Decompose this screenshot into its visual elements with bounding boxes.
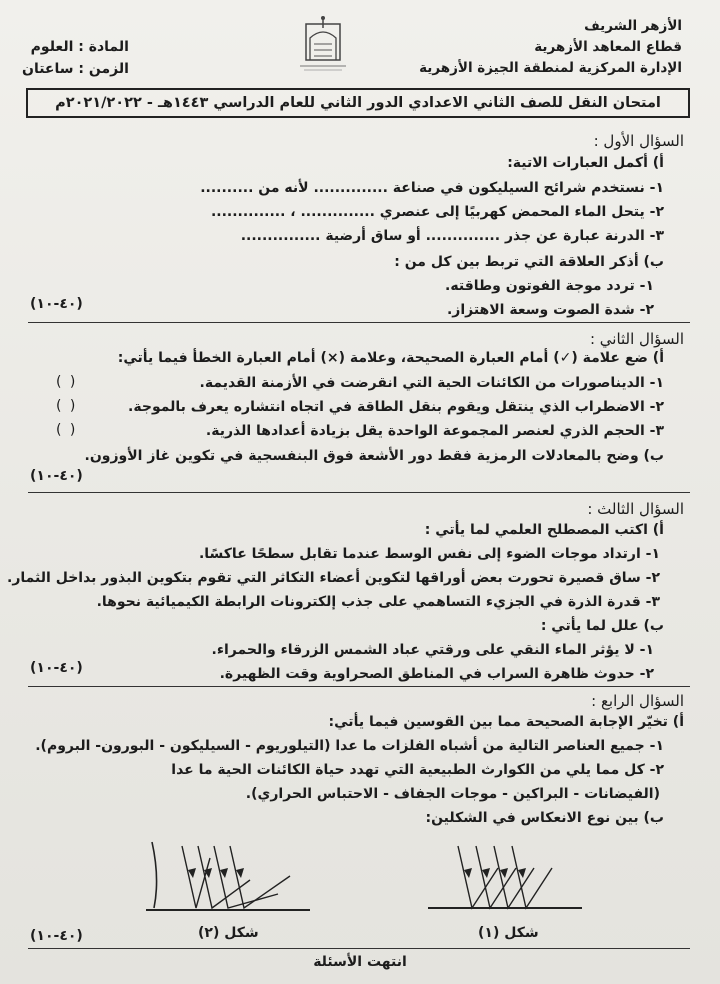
question-item: ٣- الدرنة عبارة عن جذر .............. أو ساق أرضية ............... [240, 228, 664, 244]
part-b-label: ب) وضح بالمعادلات الرمزية فقط دور الأشعة فوق البنفسجية في تكوين غاز الأوزون. [84, 448, 664, 464]
question-item: ٢- ساق قصيرة تحورت بعض أوراقها لتكوين أعضاء التكاثر التي تقوم بتكوين البذور بداخل الثمار. [7, 570, 660, 586]
exam-title: امتحان النقل للصف الثاني الاعدادي الدور الثاني للعام الدراسي ١٤٤٣هـ - ٢٠٢١/٢٠٢٢م [26, 88, 690, 118]
reflection-diagram-regular [420, 838, 590, 918]
answer-paren: ( ) [56, 422, 78, 438]
exam-meta [22, 36, 129, 80]
question-title: السؤال الرابع : [591, 692, 684, 710]
part-a-label: أ) اكتب المصطلح العلمي لما يأتي : [424, 522, 664, 538]
question-item: ١- نستخدم شرائح السيليكون في صناعة .............. لأنه من .......... [200, 180, 664, 196]
question-item: (الفيضانات - البراكين - موجات الجفاف - الاحتباس الحراري). [245, 786, 660, 802]
header-line: الأزهر الشريف [584, 18, 682, 34]
part-a-label: أ) تخيّر الإجابة الصحيحة مما بين القوسين فيما يأتي: [328, 714, 684, 730]
question-item: ٢- حدوث ظاهرة السراب في المناطق الصحراوية وقت الظهيرة. [219, 666, 654, 682]
question-item: ٢- الاضطراب الذي ينتقل ويقوم بنقل الطاقة في اتجاه انتشاره يعرف بالموجة. [128, 399, 664, 415]
end-of-questions: انتهت الأسئلة [313, 954, 407, 970]
answer-paren: ( ) [56, 374, 78, 390]
question-item: ٣- الحجم الذري لعنصر المجموعة الواحدة يقل بزيادة أعدادها الذرية. [205, 423, 664, 439]
reflection-diagram-diffuse [138, 838, 318, 918]
header-line: قطاع المعاهد الأزهرية [534, 39, 682, 55]
answer-paren: ( ) [56, 398, 78, 414]
question-item: ٢- شدة الصوت وسعة الاهتزاز. [446, 302, 654, 318]
shape-2-label: شكل (٢) [198, 925, 259, 941]
divider [28, 492, 690, 493]
subject-label: المادة : العلوم [30, 39, 129, 55]
marks-label: (٤٠-١٠) [30, 660, 83, 676]
part-b-label: ب) أذكر العلاقة التي تربط بين كل من : [394, 254, 664, 270]
time-label: الزمن : ساعتان [22, 61, 129, 77]
question-item: ١- الديناصورات من الكائنات الحية التي انقرضت في الأزمنة القديمة. [199, 375, 664, 391]
question-title: السؤال الثاني : [589, 330, 684, 348]
marks-label: (٤٠-١٠) [30, 468, 83, 484]
question-item: ١- لا يؤثر الماء النقي على ورقتي عباد الشمس الزرقاء والحمراء. [211, 642, 654, 658]
institution-header [419, 16, 682, 79]
part-a-label: أ) ضع علامة (✓) أمام العبارة الصحيحة، وعلامة (×) أمام العبارة الخطأ فيما يأتي: [117, 350, 664, 366]
part-a-label: أ) أكمل العبارات الاتية: [507, 155, 664, 171]
header-line: الإدارة المركزية لمنطقة الجيزة الأزهرية [419, 60, 682, 76]
divider [28, 948, 690, 949]
divider [28, 686, 690, 687]
question-item: ٣- قدرة الذرة في الجزيء التساهمي على جذب إلكترونات الرابطة الكيميائية نحوها. [96, 594, 660, 610]
question-item: ١- تردد موجة الفوتون وطاقته. [445, 278, 654, 294]
part-b-label: ب) علل لما يأتي : [540, 618, 664, 634]
shape-1-label: شكل (١) [478, 925, 539, 941]
divider [28, 322, 690, 323]
question-title: السؤال الثالث : [587, 500, 684, 518]
question-item: ٢- كل مما يلي من الكوارث الطبيعية التي تهدد حياة الكائنات الحية ما عدا [171, 762, 664, 778]
question-item: ٢- يتحل الماء المحمض كهربيًا إلى عنصري .............. ، .............. [210, 204, 664, 220]
marks-label: (٤٠-١٠) [30, 296, 83, 312]
marks-label: (٤٠-١٠) [30, 928, 83, 944]
question-item: ١- جميع العناصر التالية من أشباه الفلزات ما عدا (التيلوريوم - السيليكون - البورون- البروم). [35, 738, 664, 754]
question-title: السؤال الأول : [593, 132, 684, 150]
azhar-logo-icon [292, 14, 354, 74]
question-item: ١- ارتداد موجات الضوء إلى نفس الوسط عندما تقابل سطحًا عاكسًا. [198, 546, 660, 562]
part-b-label: ب) بين نوع الانعكاس في الشكلين: [425, 810, 664, 826]
